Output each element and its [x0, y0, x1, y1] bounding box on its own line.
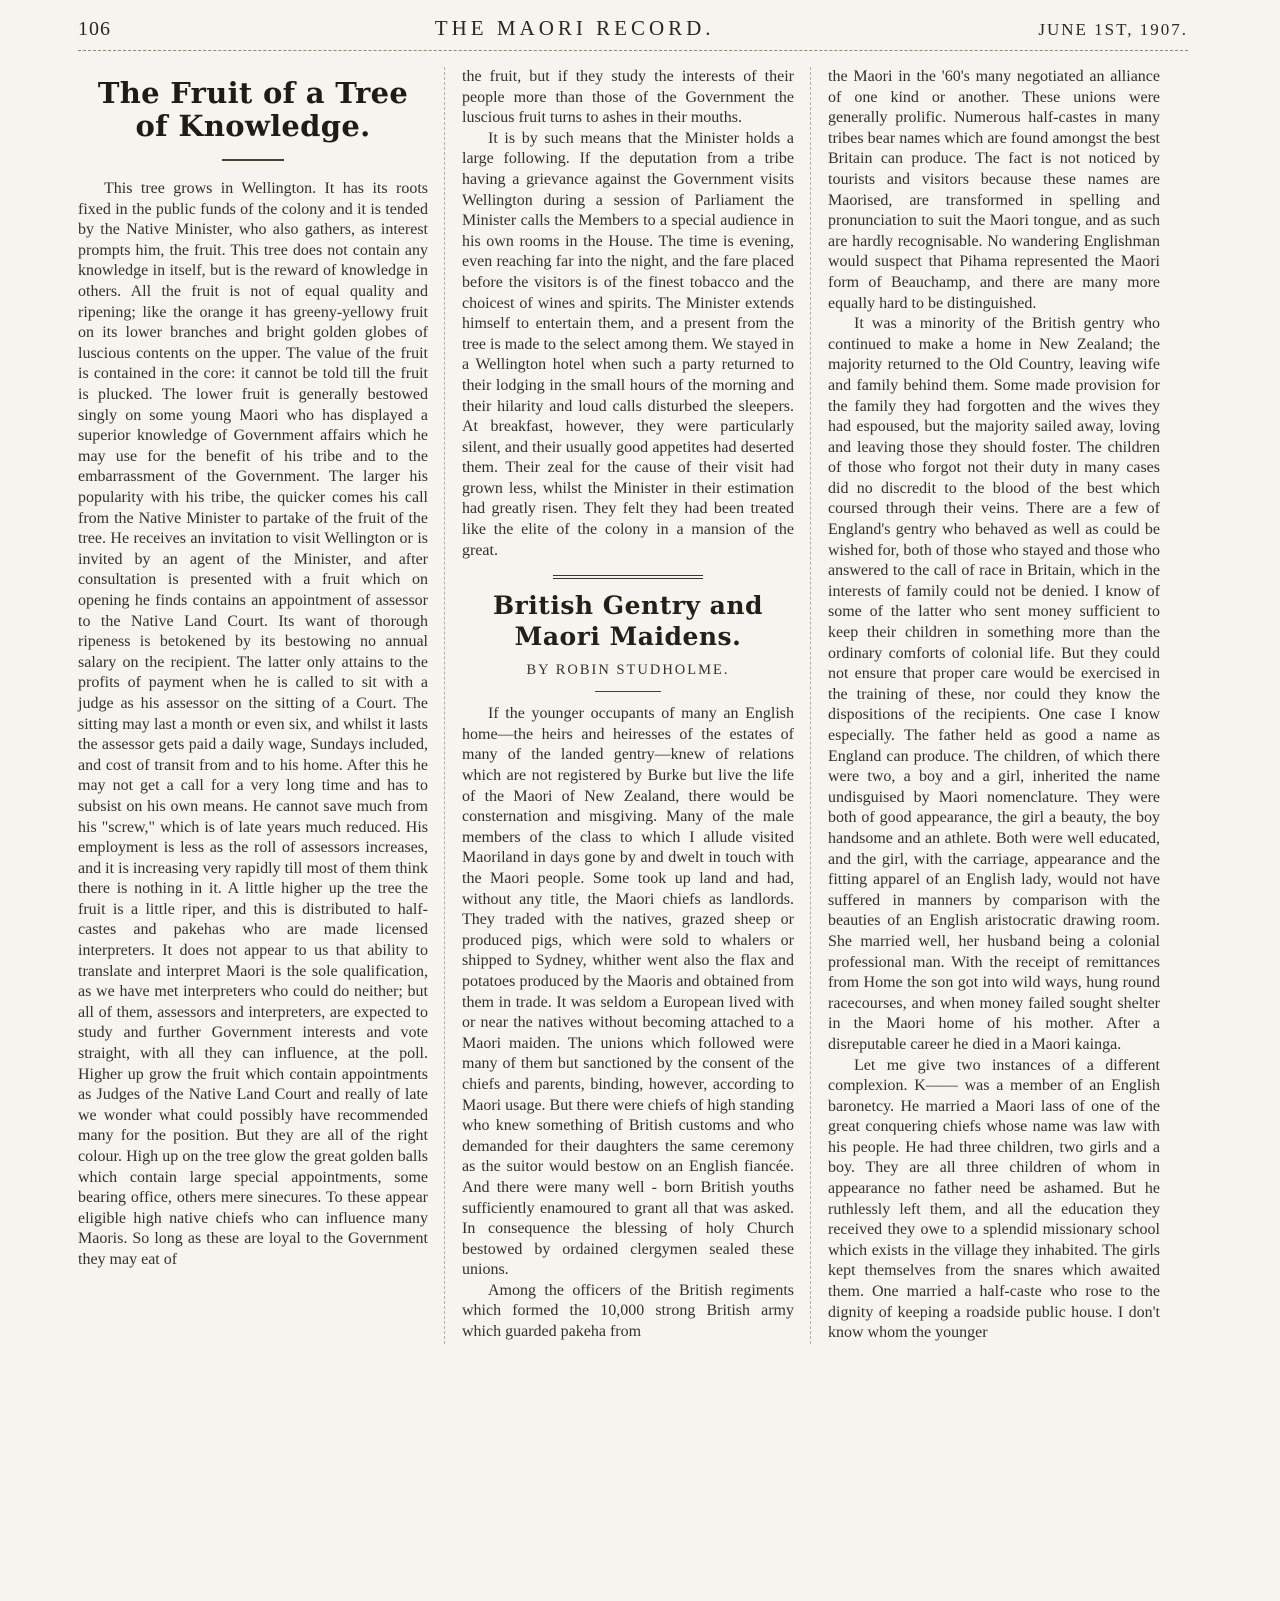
article1-col1-paragraph: This tree grows in Wellington. It has its roots fixed in the public funds of the colony and it is tended by the Native Minister, who also gathers, as interest prompts him, the fruit. This tree does not contain any knowledge in itself, but is the reward of knowledge in others. All the fruit is not of equal quality and ripening; like the orange it has greeny-yellowy fruit on its lower branches and bright golden globes of luscious contents on the upper. The value of the fruit is contained in the core: it cannot be told till the fruit is plucked. The lower fruit is generally bestowed singly on some young Maori who has displayed a superior knowledge of Government affairs which he may use for the benefit of his tribe and to the embarrassment of the Government. The larger his popularity with his tribe, the quicker comes his call from the Native Minister to partake of the fruit of the tree. He receives an invitation to visit Wellington or is invited by an agent of the Minister, and after consultation is presented with a fruit which on opening he finds contains an appointment of assessor to the Native Land Court. Its want of thorough ripeness is betokened by its bestowing no annual salary on the recipient. The latter only attains to the profits of payment when he is called to sit with a judge as his assessor on the sitting of a Court. The sitting may last a month or even six, and whilst it lasts the assessor gets paid a daily wage, Sundays included, and cost of transit from and to his home. After this he may not get a call for a very long time and has to subsist on his own means. He cannot save much from his "screw," which is of late years much reduced. His employment is less as the roll of assessors increases, and it is increasing very rapidly till most of them think there is nothing in it. A little higher up the tree the fruit is a little riper, and this is distributed to half-castes and pakehas who are made licensed interpreters. It does not appear to us that ability to translate and interpret Maori is the sole qualification, as we have met interpreters who could do neither; but all of them, assessors and interpreters, are expected to study and further Government interests and vote straight, with all they can influence, at the poll. Higher up grow the fruit which contain appointments as Judges of the Native Land Court and really of late we wonder what could possibly have recommended many for the position. But they are all of the right colour. High up on the tree glow the great golden balls which contain large special appointments, some bearing office, others mere sinecures. To these appear eligible high native chiefs who can influence many Maoris. So long as these are loyal to the Government they may eat of: [78, 180, 428, 1268]
article2-title: British Gentry and Maori Maidens.: [492, 591, 764, 651]
column-layout: [78, 67, 1188, 1344]
column-2: [444, 67, 794, 1344]
masthead: [78, 16, 1188, 41]
article2-divider-rule: [553, 575, 703, 579]
column-3: [810, 67, 1160, 1344]
article2-header: [462, 575, 794, 692]
article1-title-rule: [222, 159, 284, 161]
page-number: 106: [78, 18, 111, 40]
article2-col3-paragraph-2: It was a minority of the British gentry who continued to make a home in New Zealand; the majority returned to the Old Country, leaving wife and family behind them. Some made provision for the family they had forgotten and the wives they had espoused, but the majority sailed away, loving and leaving those they should foster. The children of those who forgot not their duty in many cases did no discredit to the blood of the best which coursed through their veins. There are a few of England's gentry who behaved as well as could be wished for, both of those who stayed and those who answered to the call of race in Britain, which in the interests of family could not be denied. I know of some of the latter who sent money sufficient to keep their children in something more than the ordinary comforts of colonial life. But they could not ensure that proper care would be exercised in the training of these, nor could they know the dispositions of the recipients. One case I know especially. The father held as good a name as England can produce. The children, of which there were two, a boy and a girl, inherited the name undisguised by Maori nomenclature. They were both of good appearance, the girl a beauty, the boy handsome and an athlete. Both were well educated, and the girl, with the carriage, appearance and the fitting apparel of an English lady, would not have suffered in manners by comparison with the beauties of an English aristocratic drawing room. She married well, her husband being a colonial professional man. With the receipt of remittances from Home the son got into wild ways, hung round racecourses, and when money failed sought shelter in the Maori home of his mother. After a disreputable career he died in a Maori kainga.: [828, 315, 1160, 1053]
article2-byline-rule: [595, 691, 661, 692]
article2-col2-paragraph-2: Among the officers of the British regiments which formed the 10,000 strong British army which guarded pakeha from: [462, 1281, 794, 1341]
masthead-rule: [78, 50, 1188, 51]
article2-byline: BY ROBIN STUDHOLME.: [526, 662, 730, 679]
journal-title: THE MAORI RECORD.: [434, 16, 715, 40]
article1-col2-paragraph-1: the fruit, but if they study the interests of their people more than those of the Government the luscious fruit turns to ashes in their mouths.: [462, 68, 794, 127]
issue-date: JUNE 1ST, 1907.: [1038, 20, 1188, 39]
article1-col2-paragraph-2: It is by such means that the Minister holds a large following. If the deputation from a tribe having a grievance against the Government visits Wellington during a session of Parliament the Minister calls the Members to a special audience in his own rooms in the House. The time is evening, even reaching far into the night, and the fare placed before the visitors is of the finest tobacco and the choicest of wines and spirits. The Minister extends himself to entertain them, and a present from the tree is made to the select among them. We stayed in a Wellington hotel when such a party returned to their lodging in the small hours of the morning and their hilarity and loud calls disturbed the sleepers. At breakfast, however, they were particularly silent, and their usually good appetites had deserted them. Their zeal for the cause of their visit had grown less, whilst the Minister in their estimation had greatly risen. They felt they had been treated like the elite of the colony in a mansion of the great.: [462, 129, 794, 559]
article2-col2-paragraph-1: If the younger occupants of many an English home—the heirs and heiresses of the estates of many of the landed gentry—knew of relations which are not registered by Burke but live the life of the Maori of New Zealand, there would be consternation and misgiving. Many of the male members of the class to which I allude visited Maoriland in days gone by and dwelt in touch with the Maori people. Some took up land and had, without any title, the Maori chiefs as landlords. They traded with the natives, grazed sheep or produced pigs, which were sold to whalers or shipped to Sydney, whither went also the flax and potatoes produced by the Maoris and obtained from them in trade. It was seldom a European lived with or near the natives without becoming attached to a Maori maiden. The unions which followed were many of them but sanctioned by the consent of the chiefs and parents, binding, however, according to Maori usage. But there were chiefs of high standing who knew something of British customs and who demanded for their daughters the same ceremony as the suitor would bestow on an English fiancée. And there were many well - born British youths sufficiently enamoured to grant all that was asked. In consequence the blessing of holy Church bestowed by ordained clergymen sealed these unions.: [462, 705, 794, 1279]
article2-col3-paragraph-1: the Maori in the '60's many negotiated an alliance of one kind or another. These unions were generally prolific. Numerous half-castes in many tribes bear names which are found amongst the best Britain can produce. The fact is not noticed by tourists and visitors because these names are Maorised, are transformed in spelling and pronunciation to suit the Maori tongue, and as such are hardly recognisable. No wandering Englishman would suspect that Pihama represented the Maori form of Beauchamp, and there are many more equally hard to be distinguished.: [828, 68, 1160, 312]
article2-col3-paragraph-3: Let me give two instances of a different complexion. K—— was a member of an English baronetcy. He married a Maori lass of one of the great conquering chiefs whose name was law with his people. He had three children, two girls and a boy. They are all three children of whom in appearance no father need be ashamed. But he ruthlessly left them, and all the education they received they owe to a splendid missionary school which exists in the village they inhabited. The girls kept themselves from the snares which awaited them. One married a half-caste who rose to the dignity of keeping a roadside public house. I don't know whom the younger: [828, 1056, 1160, 1342]
column-1: [78, 67, 428, 1344]
article1-title: The Fruit of a Tree of Knowledge.: [97, 76, 409, 144]
